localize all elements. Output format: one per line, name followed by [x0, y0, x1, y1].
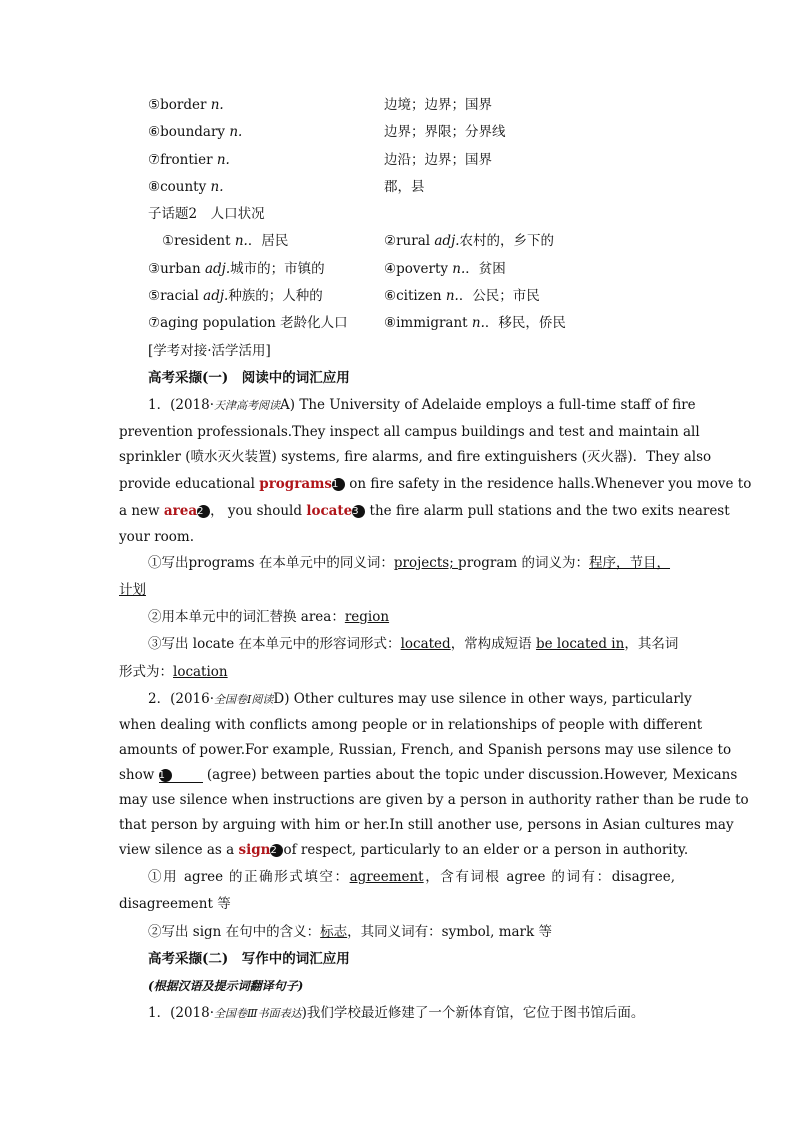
vocab-word: ⑧county n.	[148, 179, 224, 195]
vocab-item: ⑥citizen n.．公民；市民	[384, 288, 540, 304]
vocab-item: ⑧immigrant n.．移民，侨民	[384, 315, 566, 331]
q1-line: a new area2 ， you should locate3 the fire alarm pull stations and the two exits nearest	[119, 503, 730, 519]
vocab-item: ②rural adj.农村的，乡下的	[384, 233, 555, 249]
q1-answer: ③写出 locate 在本单元中的形容词形式：located，常构成短语 be located in，其名词	[148, 636, 679, 652]
q2-answer: ②写出 sign 在句中的含义：标志，其同义词有：symbol, mark 等	[148, 924, 552, 940]
q2-line: when dealing with conflicts among people or in relationships of people with different	[119, 717, 703, 733]
q3-line: 1．(2018·全国卷Ⅲ书面表达)我们学校最近修建了一个新体育馆，它位于图书馆后面。	[148, 1005, 645, 1021]
q1-line: your room.	[119, 529, 194, 545]
section-heading: [学考对接·活学活用]	[148, 343, 271, 359]
vocab-word: ⑥boundary n.	[148, 124, 243, 140]
q1-line: provide educational programs1 on fire safety in the residence halls.Whenever you move to	[119, 476, 752, 492]
vocab-meaning: 郡，县	[384, 179, 425, 195]
q1-answer: ②用本单元中的词汇替换 area：region	[148, 609, 390, 625]
vocab-item: ③urban adj.城市的；市镇的	[148, 261, 325, 277]
q1-line: prevention professionals.They inspect all campus buildings and test and maintain all	[119, 424, 700, 440]
q1-line: 1．(2018·天津高考阅读A) The University of Adelaide employs a full-time staff of fire	[148, 397, 696, 413]
q1-answer: ①写出programs 在本单元中的同义词：projects; program 的词义为：程序，节目，	[148, 555, 671, 571]
q2-line: show 1 (agree) between parties about the topic under discussion.However, Mexicans	[119, 767, 738, 783]
vocab-item: ⑦aging population 老龄化人口	[148, 315, 348, 331]
vocab-word: ⑦frontier n.	[148, 152, 230, 168]
q1-line: sprinkler (喷水灭火装置) systems, fire alarms, and fire extinguishers (灭火器)．They also	[119, 449, 712, 465]
q2-line: view silence as a sign2 of respect, particularly to an elder or a person in authority.	[119, 842, 689, 858]
vocab-item: ⑤racial adj.种族的；人种的	[148, 288, 323, 304]
q2-line: 2．(2016·全国卷Ⅰ阅读D) Other cultures may use silence in other ways, particularly	[148, 691, 692, 707]
vocab-item: ①resident n.．居民	[162, 233, 289, 249]
q2-line: may use silence when instructions are given by a person in authority rather than be rude to	[119, 792, 749, 808]
exam-heading: 高考采撷(二) 写作中的词汇应用	[148, 951, 350, 967]
vocab-meaning: 边沿；边界；国界	[384, 152, 492, 168]
vocab-meaning: 边境；边界；国界	[384, 97, 492, 113]
q2-answer: disagreement 等	[119, 896, 231, 912]
vocab-item: ④poverty n.．贫困	[384, 261, 506, 277]
vocab-word: ⑤border n.	[148, 97, 224, 113]
q2-line: that person by arguing with him or her.In still another use, persons in Asian cultures may	[119, 817, 734, 833]
subtopic-title: 子话题2 人口状况	[148, 206, 265, 222]
exam-note: (根据汉语及提示词翻译句子)	[148, 979, 304, 993]
vocab-meaning: 边界；界限；分界线	[384, 124, 506, 140]
q1-answer: 计划	[119, 582, 146, 598]
exam-heading: 高考采撷(一) 阅读中的词汇应用	[148, 370, 350, 386]
q1-answer: 形式为：location	[119, 664, 228, 680]
q2-line: amounts of power.For example, Russian, French, and Spanish persons may use silence to	[119, 742, 732, 758]
q2-answer: ①用 agree 的正确形式填空：agreement，含有词根 agree 的词有：disagree,	[148, 869, 675, 885]
